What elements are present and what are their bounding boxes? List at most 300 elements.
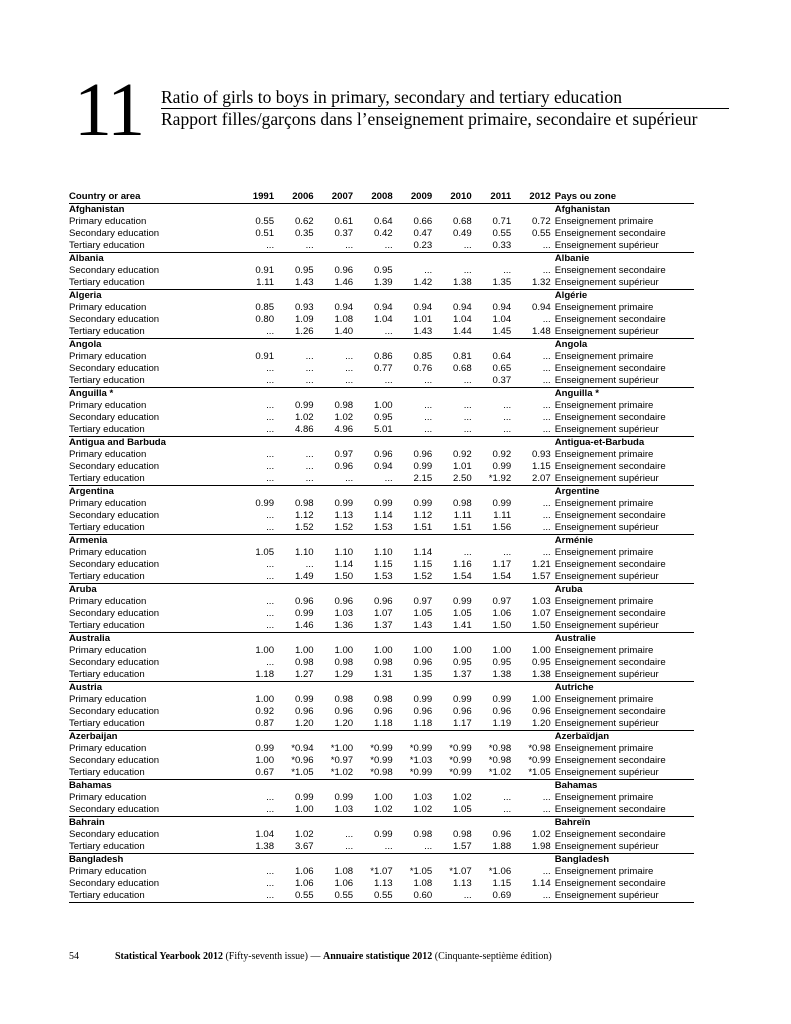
ratio-value: 4.86 — [274, 424, 314, 437]
ratio-value: ... — [345, 351, 354, 362]
ratio-value: 0.94 — [492, 302, 512, 313]
education-level-fr: Enseignement primaire — [554, 498, 654, 509]
ratio-value: *1.05 — [511, 767, 551, 780]
ratio-value: 1.04 — [255, 829, 275, 840]
ratio-value: 0.98 — [334, 657, 354, 668]
education-level-fr: Enseignement supérieur — [551, 718, 694, 731]
ratio-value: 1.12 — [413, 510, 433, 521]
table-row — [69, 669, 694, 682]
ratio-value: 0.98 — [413, 829, 433, 840]
ratio-value: 0.96 — [413, 449, 433, 460]
table-row — [69, 277, 694, 290]
education-level: Tertiary education — [69, 718, 229, 731]
education-level: Secondary education — [69, 314, 160, 325]
header-year: 2007 — [314, 190, 354, 204]
ratio-value: 1.38 — [472, 669, 512, 682]
ratio-value: 0.98 — [294, 657, 314, 668]
ratio-value: 1.53 — [353, 571, 393, 584]
ratio-value: 0.86 — [373, 351, 393, 362]
ratio-value: 1.50 — [314, 571, 354, 584]
education-level: Primary education — [69, 400, 147, 411]
ratio-value: 0.66 — [413, 216, 433, 227]
ratio-value: 1.00 — [453, 645, 472, 656]
ratio-value: 0.68 — [453, 216, 472, 227]
ratio-value: 1.11 — [229, 277, 274, 290]
ratio-value: *0.99 — [528, 755, 551, 766]
table-row — [69, 216, 694, 228]
education-level: Secondary education — [69, 228, 160, 239]
ratio-value: ... — [432, 424, 472, 437]
ratio-value: 1.00 — [532, 694, 551, 705]
ratio-value: 0.35 — [294, 228, 314, 239]
country-row — [69, 535, 694, 548]
country-name: Austria — [69, 682, 103, 693]
header-year: 2010 — [432, 190, 472, 204]
ratio-value: ... — [274, 375, 314, 388]
table-row — [69, 424, 694, 437]
education-level: Tertiary education — [69, 240, 229, 253]
ratio-value: ... — [511, 804, 551, 817]
education-level-fr: Enseignement secondaire — [554, 228, 666, 239]
country-name: Argentina — [69, 486, 114, 497]
ratio-value: 0.94 — [373, 461, 393, 472]
education-level: Secondary education — [69, 804, 229, 817]
ratio-value: *1.07 — [370, 866, 393, 877]
ratio-value: 0.55 — [255, 216, 275, 227]
ratio-value: 1.02 — [294, 829, 314, 840]
ratio-value: 1.50 — [472, 620, 512, 633]
ratio-value: 1.20 — [511, 718, 551, 731]
ratio-value: 1.54 — [432, 571, 472, 584]
education-level: Tertiary education — [69, 767, 229, 780]
ratio-value: 0.94 — [532, 302, 551, 313]
ratio-value: 1.10 — [294, 547, 314, 558]
country-row-spacer — [229, 535, 550, 548]
education-level: Primary education — [69, 694, 147, 705]
ratio-value: 0.49 — [453, 228, 472, 239]
country-name-fr: Anguilla * — [554, 388, 599, 399]
country-name: Bahrain — [69, 817, 105, 828]
ratio-value: ... — [266, 559, 275, 570]
ratio-value: 1.08 — [413, 878, 433, 889]
education-level-fr: Enseignement secondaire — [554, 510, 666, 521]
ratio-value: 1.00 — [255, 755, 275, 766]
ratio-value: 1.19 — [472, 718, 512, 731]
education-level: Secondary education — [69, 265, 160, 276]
table-row — [69, 461, 694, 473]
ratio-value: 0.61 — [334, 216, 354, 227]
ratio-value: ... — [542, 510, 551, 521]
ratio-value: 0.95 — [294, 265, 314, 276]
ratio-value: 0.87 — [229, 718, 274, 731]
ratio-value: 1.09 — [294, 314, 314, 325]
ratio-value: ... — [266, 866, 275, 877]
ratio-value: ... — [353, 240, 393, 253]
ratio-value: 1.15 — [373, 559, 393, 570]
ratio-value: 0.60 — [393, 890, 433, 903]
ratio-value: 1.39 — [353, 277, 393, 290]
ratio-value: ... — [542, 363, 551, 374]
ratio-value: 0.68 — [453, 363, 472, 374]
ratio-value: ... — [353, 375, 393, 388]
ratio-value: ... — [345, 363, 354, 374]
ratio-value: 1.03 — [314, 804, 354, 817]
table-row — [69, 645, 694, 657]
country-name-fr: Albanie — [554, 253, 590, 264]
education-level-fr: Enseignement primaire — [554, 645, 654, 656]
ratio-value: 0.98 — [373, 657, 393, 668]
education-level: Secondary education — [69, 755, 160, 766]
country-row-spacer — [229, 388, 550, 401]
ratio-value: 0.96 — [532, 706, 551, 717]
education-level: Secondary education — [69, 878, 160, 889]
header-year: 2008 — [353, 190, 393, 204]
ratio-value: 1.56 — [472, 522, 512, 535]
ratio-value: 1.14 — [532, 878, 551, 889]
ratio-value: 1.14 — [413, 547, 433, 558]
education-level: Secondary education — [69, 829, 160, 840]
yearbook-title-fr: Annuaire statistique 2012 — [322, 951, 433, 962]
education-level-fr: Enseignement supérieur — [551, 620, 694, 633]
ratio-value: ... — [229, 473, 274, 486]
header-year: 2012 — [511, 190, 551, 204]
ratio-value: 1.20 — [274, 718, 314, 731]
ratio-value: 0.95 — [492, 657, 512, 668]
ratio-value: ... — [432, 240, 472, 253]
education-level-fr: Enseignement primaire — [554, 547, 654, 558]
ratio-value: 0.37 — [334, 228, 354, 239]
ratio-value: ... — [229, 890, 274, 903]
ratio-value: 0.85 — [413, 351, 433, 362]
ratio-value: 1.00 — [294, 645, 314, 656]
ratio-value: 1.52 — [393, 571, 433, 584]
education-level: Primary education — [69, 216, 147, 227]
ratio-value: 1.29 — [314, 669, 354, 682]
ratio-value: 0.99 — [413, 694, 433, 705]
ratio-value: 1.37 — [353, 620, 393, 633]
header-country: Country or area — [69, 190, 229, 204]
education-level: Secondary education — [69, 608, 160, 619]
ratio-value: 1.18 — [393, 718, 433, 731]
ratio-value: ... — [314, 375, 354, 388]
ratio-value: 0.51 — [255, 228, 275, 239]
country-row-spacer — [229, 253, 550, 266]
education-level: Tertiary education — [69, 890, 229, 903]
ratio-value: ... — [266, 878, 275, 889]
ratio-value: 0.99 — [334, 498, 354, 509]
table-row — [69, 694, 694, 706]
ratio-value: 0.99 — [453, 694, 472, 705]
ratio-value: 0.97 — [334, 449, 354, 460]
country-row-spacer — [229, 780, 550, 793]
ratio-value: ... — [511, 424, 551, 437]
ratio-value: 0.99 — [294, 694, 314, 705]
table-row — [69, 498, 694, 510]
title-french: Rapport filles/garçons dans l’enseignement primaire, secondaire et supérieur — [161, 109, 698, 129]
education-level: Tertiary education — [69, 571, 229, 584]
ratio-value: *1.03 — [409, 755, 433, 766]
ratio-value: 0.92 — [492, 449, 512, 460]
ratio-value: 1.15 — [532, 461, 551, 472]
education-level-fr: Enseignement secondaire — [551, 804, 694, 817]
education-level-fr: Enseignement primaire — [554, 866, 654, 877]
country-name-fr: Bangladesh — [554, 854, 610, 865]
ratio-value: ... — [229, 375, 274, 388]
ratio-value: 1.00 — [373, 400, 393, 411]
country-name-fr: Autriche — [554, 682, 594, 693]
country-name: Algeria — [69, 290, 102, 301]
ratio-value: 1.50 — [511, 620, 551, 633]
ratio-value: ... — [229, 240, 274, 253]
ratio-value: 0.64 — [373, 216, 393, 227]
ratio-value: 1.04 — [373, 314, 393, 325]
ratio-value: ... — [542, 314, 551, 325]
ratio-value: 1.35 — [393, 669, 433, 682]
ratio-value: 1.35 — [472, 277, 512, 290]
ratio-value: 1.51 — [393, 522, 433, 535]
ratio-value: 1.02 — [334, 412, 354, 423]
education-level-fr: Enseignement supérieur — [551, 522, 694, 535]
ratio-value: *1.06 — [488, 866, 512, 877]
ratio-value: 0.99 — [413, 461, 433, 472]
ratio-value: 0.96 — [492, 829, 512, 840]
ratio-value: ... — [314, 473, 354, 486]
education-level-fr: Enseignement supérieur — [551, 890, 694, 903]
ratio-value: 0.71 — [492, 216, 512, 227]
country-name: Angola — [69, 339, 102, 350]
ratio-value: 0.33 — [472, 240, 512, 253]
education-level: Primary education — [69, 645, 147, 656]
ratio-value: *0.98 — [488, 755, 512, 766]
ratio-value: 1.42 — [393, 277, 433, 290]
ratio-value: 1.18 — [229, 669, 274, 682]
ratio-value: 1.26 — [274, 326, 314, 339]
ratio-value: 1.08 — [334, 314, 354, 325]
education-level-fr: Enseignement supérieur — [551, 571, 694, 584]
country-name: Afghanistan — [69, 204, 125, 215]
page-number: 54 — [69, 951, 79, 962]
education-level: Tertiary education — [69, 326, 229, 339]
country-name: Armenia — [69, 535, 108, 546]
ratio-value: 1.38 — [511, 669, 551, 682]
ratio-value: 1.06 — [294, 866, 314, 877]
ratio-value: 1.16 — [453, 559, 472, 570]
ratio-value: ... — [542, 792, 551, 803]
ratio-value: ... — [229, 522, 274, 535]
ratio-value: *0.99 — [409, 743, 433, 754]
ratio-value: 0.96 — [492, 706, 512, 717]
ratio-value: 0.97 — [492, 596, 512, 607]
country-row-spacer — [229, 204, 550, 217]
ratio-value: *0.98 — [528, 743, 551, 754]
ratio-value: 1.40 — [314, 326, 354, 339]
ratio-value: 0.42 — [373, 228, 393, 239]
ratio-value: 1.00 — [413, 645, 433, 656]
ratio-value: *1.02 — [472, 767, 512, 780]
ratio-value: ... — [503, 265, 512, 276]
ratio-value: 1.01 — [413, 314, 433, 325]
ratio-value: 1.00 — [532, 645, 551, 656]
ratio-value: ... — [266, 657, 275, 668]
ratio-value: 1.05 — [255, 547, 275, 558]
ratio-value: 1.20 — [314, 718, 354, 731]
ratio-value: 0.55 — [353, 890, 393, 903]
ratio-value: ... — [393, 424, 433, 437]
ratio-value: 1.98 — [511, 841, 551, 854]
ratio-value: ... — [542, 351, 551, 362]
ratio-value: ... — [266, 449, 275, 460]
ratio-value: 0.55 — [532, 228, 551, 239]
ratio-value: 1.07 — [532, 608, 551, 619]
education-level: Primary education — [69, 351, 147, 362]
table-row — [69, 547, 694, 559]
education-level-fr: Enseignement secondaire — [554, 363, 666, 374]
education-level: Primary education — [69, 302, 147, 313]
table-row — [69, 755, 694, 767]
ratio-value: *0.99 — [432, 767, 472, 780]
ratio-value: 1.38 — [229, 841, 274, 854]
ratio-value: ... — [463, 547, 472, 558]
table-row — [69, 326, 694, 339]
ratio-value: 1.57 — [432, 841, 472, 854]
ratio-value: *0.97 — [330, 755, 354, 766]
ratio-value: ... — [503, 400, 512, 411]
ratio-value: 0.23 — [393, 240, 433, 253]
country-name-fr: Antigua-et-Barbuda — [554, 437, 645, 448]
education-level-fr: Enseignement primaire — [554, 216, 654, 227]
ratio-value: 1.32 — [511, 277, 551, 290]
ratio-value: 0.96 — [413, 706, 433, 717]
ratio-value: 0.65 — [492, 363, 512, 374]
education-level: Tertiary education — [69, 277, 229, 290]
country-row — [69, 682, 694, 695]
ratio-value: 1.11 — [493, 510, 512, 521]
education-level-fr: Enseignement primaire — [554, 792, 654, 803]
education-level: Tertiary education — [69, 620, 229, 633]
education-level: Secondary education — [69, 657, 160, 668]
education-level: Tertiary education — [69, 375, 229, 388]
ratio-value: ... — [463, 400, 472, 411]
ratio-value: 0.37 — [472, 375, 512, 388]
ratio-value: 0.91 — [255, 265, 275, 276]
ratio-value: 2.50 — [432, 473, 472, 486]
ratio-value: 1.88 — [472, 841, 512, 854]
country-name-fr: Angola — [554, 339, 588, 350]
ratio-value: 0.96 — [334, 461, 354, 472]
ratio-value: 0.99 — [492, 461, 512, 472]
ratio-value: ... — [542, 866, 551, 877]
ratio-value: 1.02 — [294, 412, 314, 423]
ratio-value: 1.05 — [413, 608, 433, 619]
ratio-value: 0.98 — [334, 694, 354, 705]
ratio-value: 0.99 — [373, 498, 393, 509]
education-level-fr: Enseignement secondaire — [554, 755, 666, 766]
yearbook-title-en: Statistical Yearbook 2012 — [115, 951, 223, 962]
education-level: Tertiary education — [69, 424, 229, 437]
ratio-value: 0.96 — [334, 596, 354, 607]
country-row — [69, 388, 694, 401]
country-row-spacer — [229, 682, 550, 695]
ratio-value: *0.99 — [370, 743, 393, 754]
country-row — [69, 290, 694, 303]
ratio-value: 0.99 — [294, 608, 314, 619]
ratio-value: 0.98 — [453, 829, 472, 840]
ratio-value: ... — [266, 792, 275, 803]
ratio-value: ... — [503, 547, 512, 558]
ratio-value: 0.96 — [373, 706, 393, 717]
ratio-value: 1.21 — [532, 559, 551, 570]
ratio-value: 1.45 — [472, 326, 512, 339]
header-pays: Pays ou zone — [551, 190, 694, 204]
ratio-value: 1.14 — [373, 510, 393, 521]
education-level: Primary education — [69, 449, 147, 460]
country-row-spacer — [229, 854, 550, 867]
table-row — [69, 228, 694, 240]
ratio-value: 2.15 — [393, 473, 433, 486]
ratio-value: 0.98 — [334, 400, 354, 411]
ratio-value: 1.13 — [453, 878, 472, 889]
ratio-value: ... — [353, 841, 393, 854]
ratio-value: ... — [432, 890, 472, 903]
table-row — [69, 890, 694, 903]
ratio-value: ... — [472, 804, 512, 817]
country-row — [69, 780, 694, 793]
country-name: Anguilla * — [69, 388, 114, 399]
country-name: Antigua and Barbuda — [69, 437, 167, 448]
education-level-fr: Enseignement secondaire — [554, 608, 666, 619]
ratio-value: 0.98 — [294, 498, 314, 509]
country-name-fr: Azerbaïdjan — [554, 731, 610, 742]
ratio-value: *1.05 — [409, 866, 433, 877]
ratio-value: 0.98 — [453, 498, 472, 509]
ratio-value: 0.96 — [373, 449, 393, 460]
table-row — [69, 608, 694, 620]
ratio-value: ... — [511, 240, 551, 253]
ratio-value: 4.96 — [314, 424, 354, 437]
ratio-value: ... — [353, 326, 393, 339]
ratio-value: 0.99 — [492, 498, 512, 509]
ratio-value: ... — [542, 498, 551, 509]
ratio-value: ... — [305, 351, 314, 362]
education-level: Secondary education — [69, 559, 160, 570]
ratio-value: 1.46 — [274, 620, 314, 633]
ratio-value: 1.51 — [432, 522, 472, 535]
ratio-value: *1.02 — [314, 767, 354, 780]
ratio-value: 1.43 — [274, 277, 314, 290]
education-level-fr: Enseignement secondaire — [554, 412, 666, 423]
country-row-spacer — [229, 486, 550, 499]
yearbook-issue-fr: (Cinquante-septième édition) — [432, 951, 552, 962]
ratio-value: 3.67 — [274, 841, 314, 854]
ratio-value: ... — [511, 375, 551, 388]
country-row-spacer — [229, 339, 550, 352]
ratio-value: 1.07 — [373, 608, 393, 619]
ratio-value: 1.03 — [532, 596, 551, 607]
ratio-value: 1.17 — [432, 718, 472, 731]
ratio-value: 0.95 — [453, 657, 472, 668]
education-ratio-table — [69, 190, 694, 903]
country-name: Bangladesh — [69, 854, 124, 865]
ratio-value: 1.10 — [373, 547, 393, 558]
ratio-value: 1.43 — [393, 326, 433, 339]
country-row-spacer — [229, 437, 550, 450]
ratio-value: 1.06 — [334, 878, 354, 889]
ratio-value: ... — [305, 363, 314, 374]
ratio-value: ... — [229, 620, 274, 633]
ratio-value: 0.94 — [453, 302, 472, 313]
ratio-value: 0.95 — [373, 412, 393, 423]
ratio-value: ... — [274, 240, 314, 253]
